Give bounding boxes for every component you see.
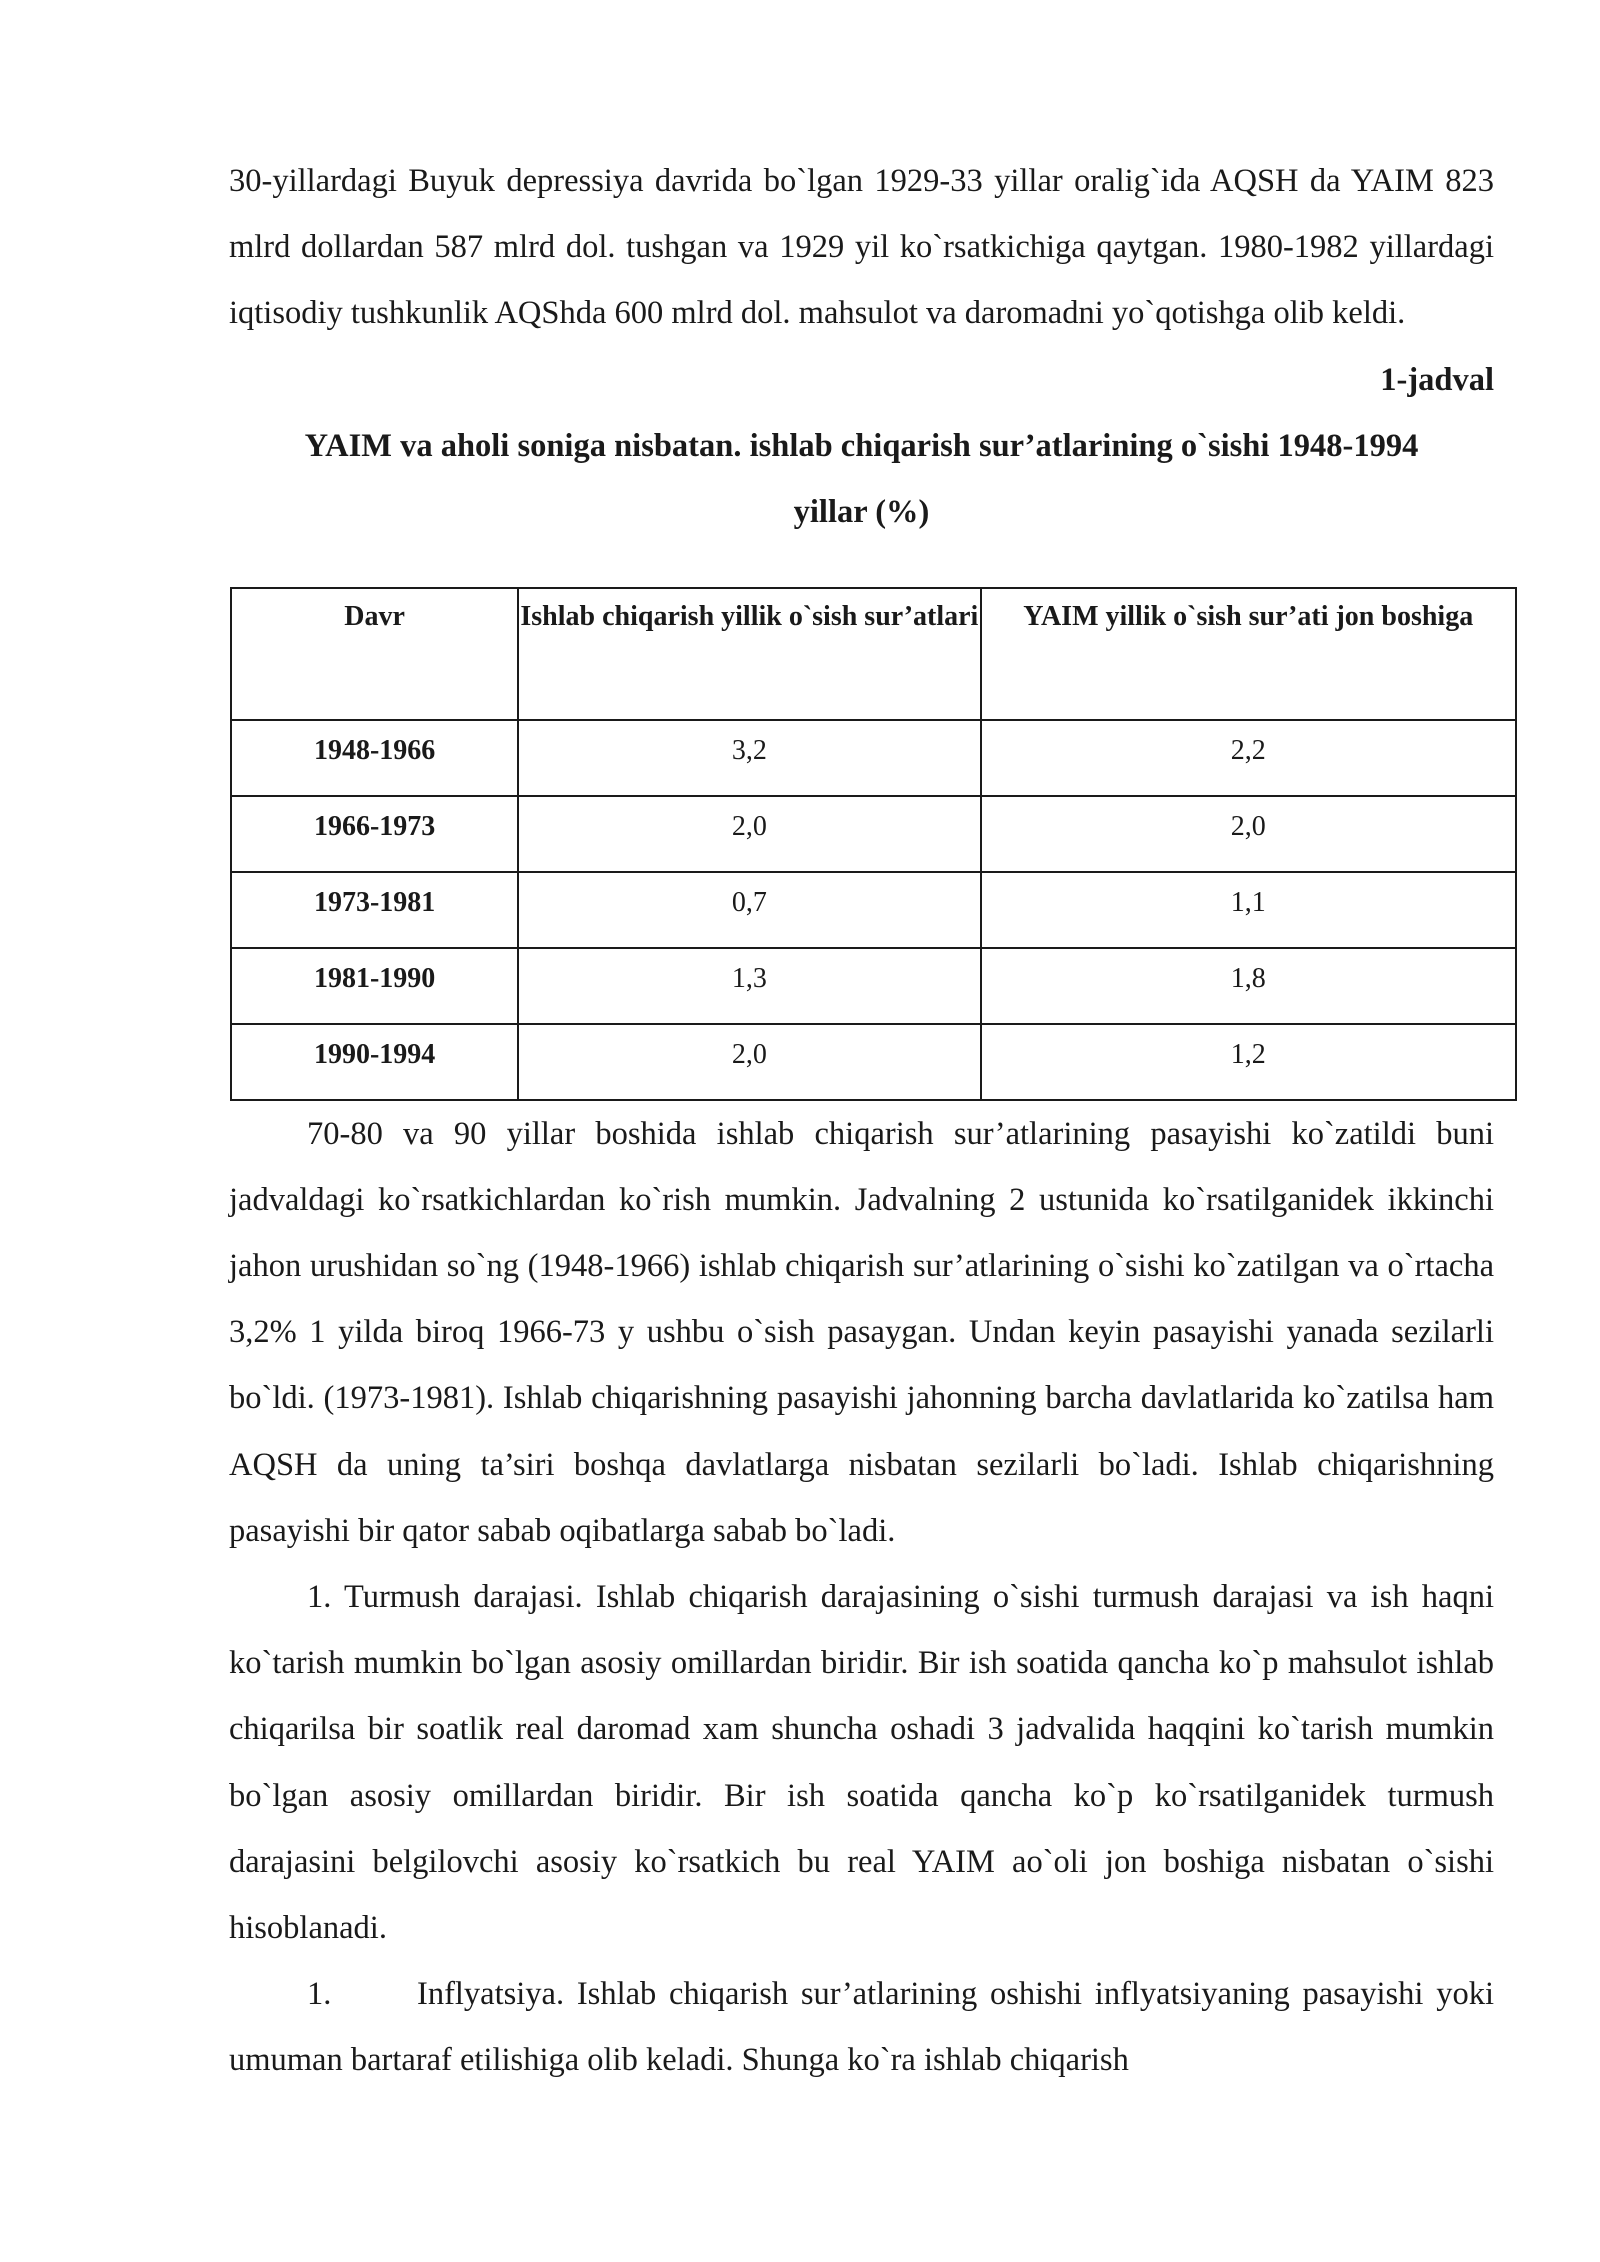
growth-table — [230, 587, 1517, 1101]
row-period: 1990-1994 — [231, 1024, 518, 1100]
table-row — [231, 720, 1516, 796]
row-period: 1948-1966 — [231, 720, 518, 796]
header-period: Davr — [231, 588, 518, 720]
list-text: Inflyatsiya. Ishlab chiqarish sur’atlarining oshishi inflyatsiyaning pasayishi yoki umuman bartaraf etilishiga olib keladi. Shunga ko`ra ishlab chiqarish — [229, 1976, 1494, 2079]
row-gdp-growth: 1,1 — [981, 872, 1517, 948]
row-production-growth: 0,7 — [518, 872, 980, 948]
row-gdp-growth: 2,0 — [981, 796, 1517, 872]
table-row — [231, 872, 1516, 948]
row-period: 1981-1990 — [231, 948, 518, 1024]
document-page — [229, 148, 1494, 2094]
table-label: 1-jadval — [1380, 361, 1494, 398]
row-period: 1973-1981 — [231, 872, 518, 948]
table-row — [231, 796, 1516, 872]
header-production-growth: Ishlab chiqarish yillik o`sish sur’atlari — [518, 588, 980, 720]
list-number: 1. — [307, 1976, 332, 2013]
row-gdp-growth: 1,8 — [981, 948, 1517, 1024]
living-standard-paragraph: 1. Turmush darajasi. Ishlab chiqarish darajasining o`sishi turmush darajasi va ish haqni ko`tarish mumkin bo`lgan asosiy omillardan biridir. Bir ish soatida qancha ko`p mahsulot ishlab chiqarilsa bir soatlik real daromad xam shuncha oshadi 3 jadvalida haqqini ko`tarish mumkin bo`lgan asosiy omillardan biridir. Bir ish soatida qancha ko`p ko`rsatilganidek turmush darajasini belgilovchi asosiy ko`rsatkich bu real YAIM ao`oli jon boshiga nisbatan o`sishi hisoblanadi. — [229, 1579, 1494, 1947]
analysis-paragraph: 70-80 va 90 yillar boshida ishlab chiqarish sur’atlarining pasayishi ko`zatildi buni jadvaldagi ko`rsatkichlardan ko`rish mumkin. Jadvalning 2 ustunida ko`rsatilganidek ikkinchi jahon urushidan so`ng (1948-1966) ishlab chiqarish sur’atlarining o`sishi ko`zatilgan va o`rtacha 3,2% 1 yilda biroq 1966-73 y ushbu o`sish pasaygan. Undan keyin pasayishi yanada sezilarli bo`ldi. (1973-1981). Ishlab chiqarishning pasayishi jahonning barcha davlatlarida ko`zatilsa ham AQSH da uning ta’siri boshqa davlatlarga nisbatan sezilarli bo`ladi. Ishlab chiqarishning pasayishi bir qator sabab oqibatlarga sabab bo`ladi. — [229, 1115, 1494, 1549]
row-production-growth: 3,2 — [518, 720, 980, 796]
intro-paragraph: 30-yillardagi Buyuk depressiya davrida bo`lgan 1929-33 yillar oralig`ida AQSH da YAIM 823 mlrd dollardan 587 mlrd dol. tushgan va 1929 yil ko`rsatkichiga qaytgan. 1980-1982 yillardagi iqtisodiy tushkunlik AQShda 600 mlrd dol. mahsulot va daromadni yo`qotishga olib keldi. — [229, 163, 1494, 332]
row-period: 1966-1973 — [231, 796, 518, 872]
row-production-growth: 1,3 — [518, 948, 980, 1024]
row-production-growth: 2,0 — [518, 796, 980, 872]
row-gdp-growth: 2,2 — [981, 720, 1517, 796]
row-production-growth: 2,0 — [518, 1024, 980, 1100]
table-title: YAIM va aholi soniga nisbatan. ishlab chiqarish sur’atlarining o`sishi 1948-1994 yillar (%) — [304, 427, 1419, 530]
table-row — [231, 948, 1516, 1024]
table-row — [231, 1024, 1516, 1100]
header-gdp-per-capita-growth: YAIM yillik o`sish sur’ati jon boshiga — [981, 588, 1517, 720]
table-header-row — [231, 588, 1516, 720]
inflation-list-item — [229, 1961, 1494, 2093]
row-gdp-growth: 1,2 — [981, 1024, 1517, 1100]
